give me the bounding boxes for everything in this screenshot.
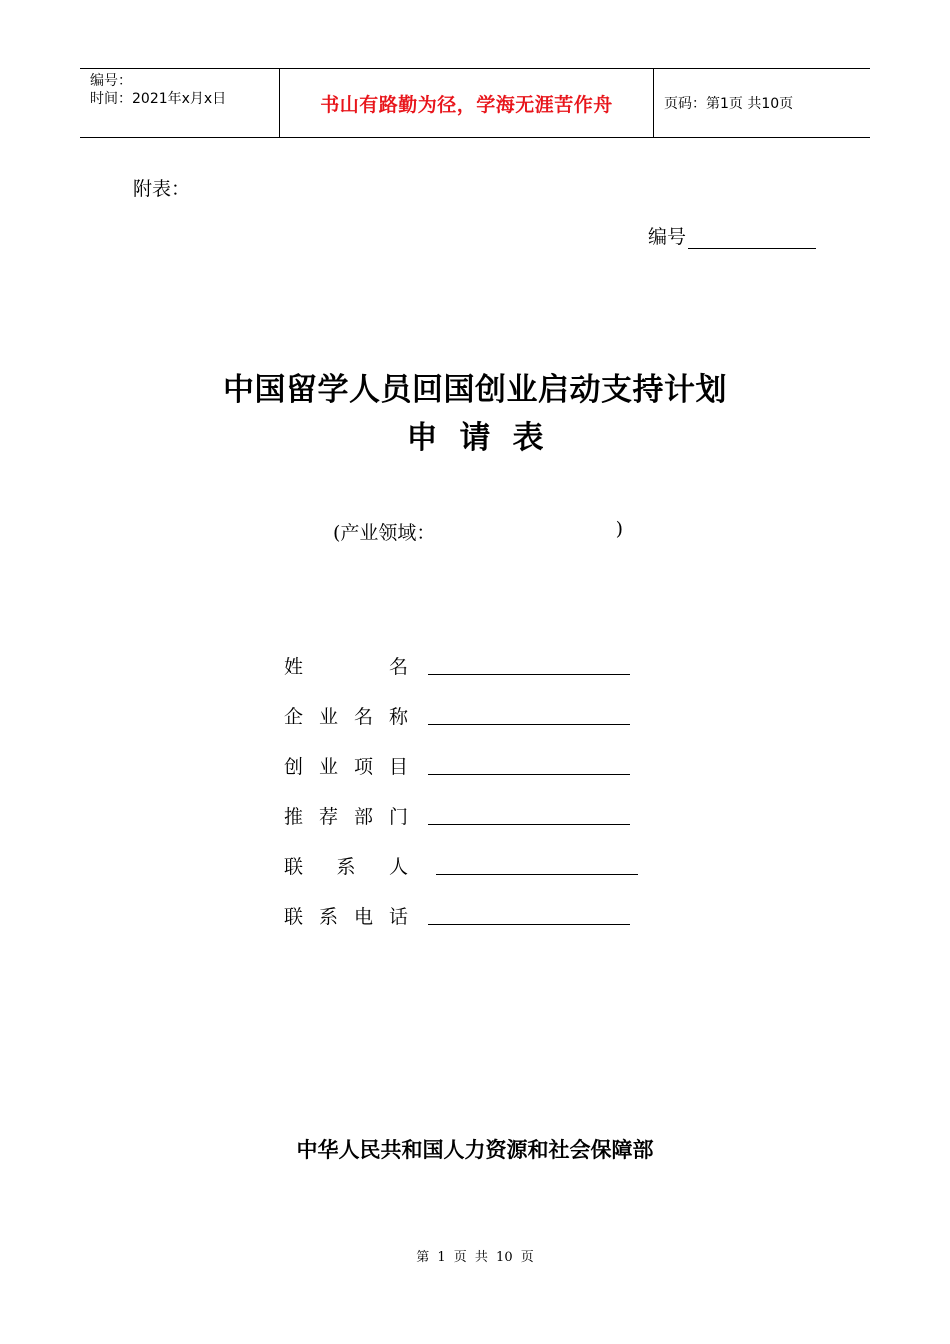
label-char: 业	[318, 755, 338, 778]
attachment-label: 附表：	[133, 178, 191, 200]
field-label	[284, 752, 428, 779]
label-char: 荐	[318, 805, 338, 828]
field-label	[284, 702, 428, 729]
label-char: 系	[336, 855, 356, 878]
label-char: 系	[318, 905, 338, 928]
label-char: 电	[353, 905, 373, 928]
applicant-fields	[284, 640, 638, 940]
serial-number-field	[648, 222, 816, 249]
label-char: 联	[284, 855, 304, 878]
field-label	[284, 852, 428, 879]
field-blank-line	[436, 852, 638, 875]
field-blank-line	[428, 652, 630, 675]
field-company-name	[284, 690, 638, 740]
label-char: 部	[353, 805, 373, 828]
field-recommending-dept	[284, 790, 638, 840]
document-subtitle: 申请表	[406, 420, 566, 456]
field-name	[284, 640, 638, 690]
industry-label: (产业领域：	[333, 522, 436, 544]
industry-field	[333, 518, 623, 545]
industry-close-paren: )	[615, 518, 623, 540]
header-number: 编号：	[90, 73, 132, 89]
page-header	[80, 68, 870, 138]
page-footer: 第 1 页 共 10 页	[416, 1250, 534, 1265]
field-blank-line	[428, 702, 630, 725]
serial-blank-line	[688, 226, 816, 249]
label-char: 姓	[284, 655, 304, 678]
issuing-ministry: 中华人民共和国人力资源和社会保障部	[296, 1137, 654, 1162]
label-char: 项	[353, 755, 373, 778]
document-title: 中国留学人员回国创业启动支持计划	[223, 372, 727, 408]
field-label	[284, 652, 428, 679]
label-char: 名	[353, 705, 373, 728]
label-char: 人	[388, 855, 408, 878]
label-char: 称	[388, 705, 408, 728]
label-char: 企	[284, 705, 304, 728]
field-label	[284, 902, 428, 929]
label-char: 名	[388, 655, 408, 678]
header-time: 时间：2021年x月x日	[90, 91, 227, 107]
label-char: 门	[388, 805, 408, 828]
field-contact-person	[284, 840, 638, 890]
label-char: 推	[284, 805, 304, 828]
label-char: 目	[388, 755, 408, 778]
header-page-info: 页码：第1页 共10页	[664, 96, 794, 112]
field-label	[284, 802, 428, 829]
field-blank-line	[428, 802, 630, 825]
serial-label: 编号	[648, 226, 687, 248]
field-contact-phone	[284, 890, 638, 940]
header-motto: 书山有路勤为径，学海无涯苦作舟	[280, 69, 654, 137]
label-char: 话	[388, 905, 408, 928]
label-char: 业	[318, 705, 338, 728]
label-char: 联	[284, 905, 304, 928]
field-blank-line	[428, 752, 630, 775]
label-char: 创	[284, 755, 304, 778]
field-blank-line	[428, 902, 630, 925]
header-meta	[80, 69, 280, 137]
field-project	[284, 740, 638, 790]
